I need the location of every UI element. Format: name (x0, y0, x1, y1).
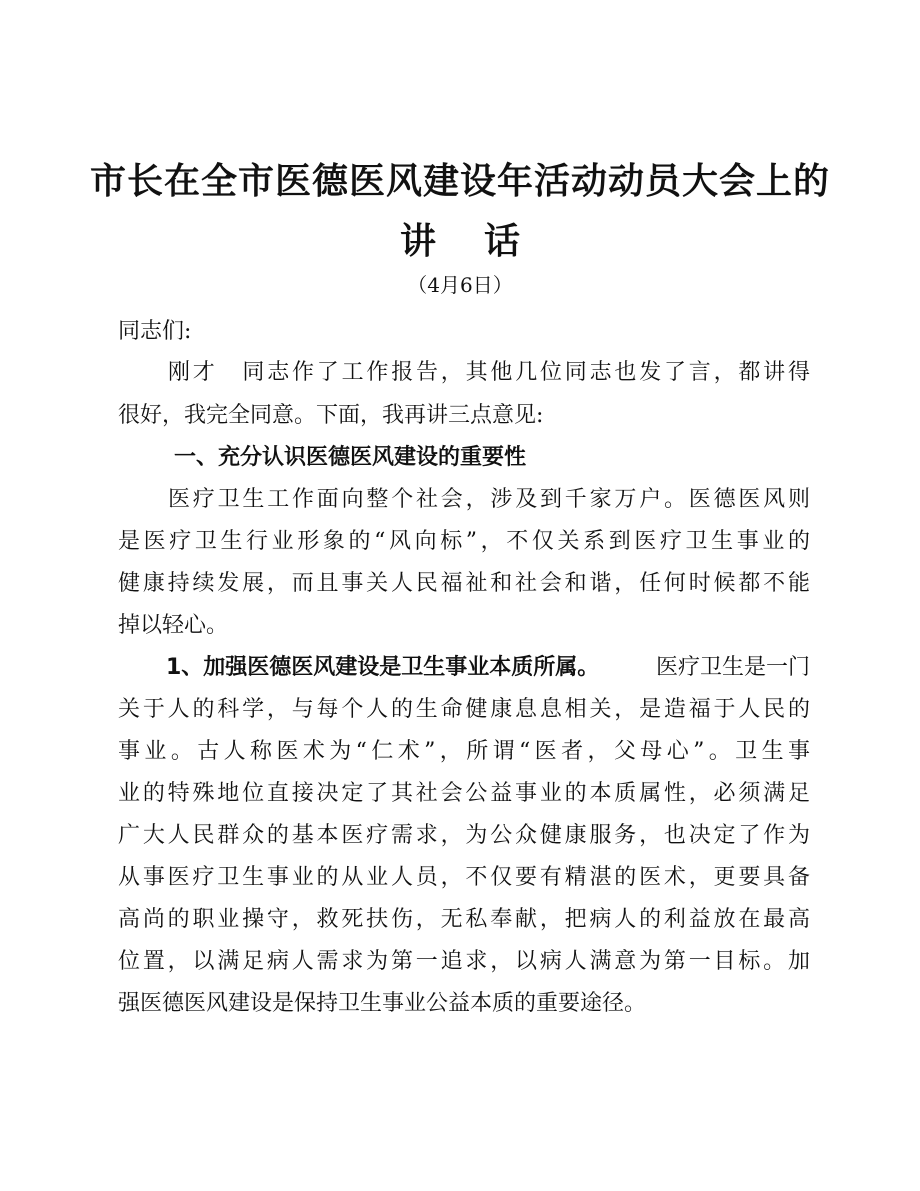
paragraph-2-line-3: 健康持续发展，而且事关人民福祉和社会和谐，任何时候都不能 (118, 571, 810, 596)
paragraph-3-line-3: 事业。古人称医术为“仁术”，所谓“医者，父母心”。卫生事 (118, 739, 810, 764)
document-title-line-1: 市长在全市医德医风建设年活动动员大会上的 (89, 161, 830, 202)
paragraph-3-line-4: 业的特殊地位直接决定了其社会公益事业的本质属性，必须满足 (118, 781, 810, 806)
paragraph-2-line-2: 是医疗卫生行业形象的“风向标”，不仅关系到医疗卫生事业的 (118, 529, 810, 554)
paragraph-3-lead-heading: 1、加强医德医风建设是卫生事业本质所属。 (166, 655, 600, 680)
document-title-line-2 (0, 220, 920, 264)
paragraph-2-line-4: 掉以轻心。 (118, 613, 229, 638)
section-1-heading: 一、充分认识医德医风建设的重要性 (174, 445, 527, 470)
paragraph-1-line-1: 刚才 同志作了工作报告，其他几位同志也发了言，都讲得 (168, 360, 810, 385)
paragraph-3-line-1-text: 医疗卫生是一门 (655, 655, 810, 680)
paragraph-2-line-1: 医疗卫生工作面向整个社会，涉及到千家万户。医德医风则 (168, 487, 810, 512)
greeting: 同志们: (118, 319, 192, 344)
paragraph-1-line-2: 很好，我完全同意。下面，我再讲三点意见: (118, 403, 544, 428)
paragraph-3-line-1 (166, 650, 810, 686)
paragraph-3-line-7: 高尚的职业操守，救死扶伤，无私奉献，把病人的利益放在最高 (118, 907, 810, 932)
paragraph-3-line-6: 从事医疗卫生事业的从业人员，不仅要有精湛的医术，更要具备 (118, 865, 810, 890)
paragraph-3-line-5: 广大人民群众的基本医疗需求，为公众健康服务，也决定了作为 (118, 823, 810, 848)
title-char-1: 讲 (399, 221, 436, 262)
title-char-2: 话 (484, 221, 521, 262)
paragraph-3-line-9: 强医德医风建设是保持卫生事业公益本质的重要途径。 (118, 991, 647, 1016)
paragraph-3-line-2: 关于人的科学，与每个人的生命健康息息相关，是造福于人民的 (118, 697, 810, 722)
paragraph-3-line-8: 位置，以满足病人需求为第一追求，以病人满意为第一目标。加 (118, 949, 810, 974)
speech-date: （4月6日） (407, 273, 513, 297)
